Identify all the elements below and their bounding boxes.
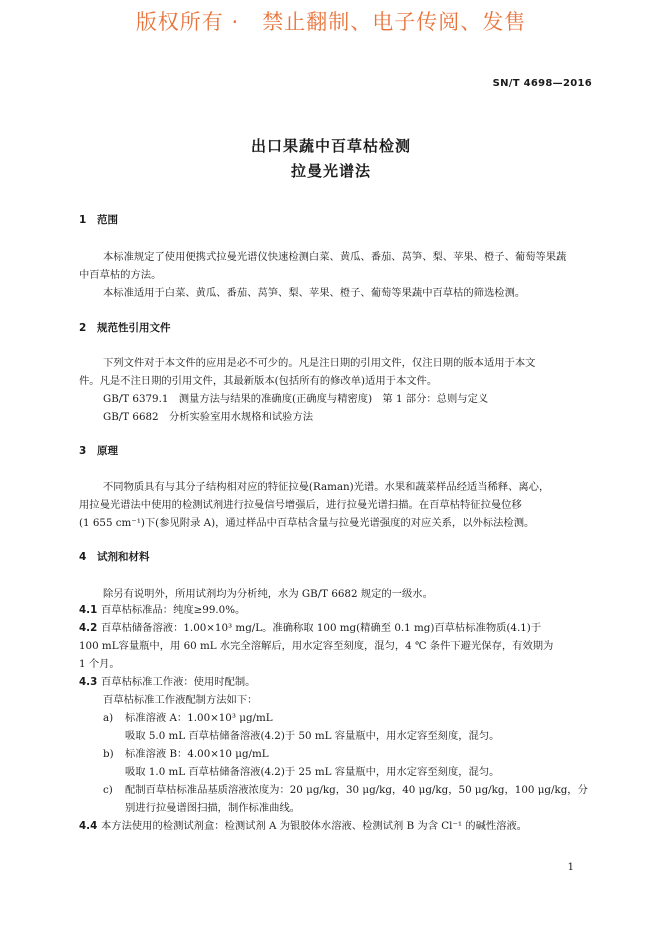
section-4-heading [79, 549, 150, 564]
section-number: 3 [79, 445, 87, 457]
s1-paragraph-line: 中百草枯的方法。 [79, 269, 162, 281]
standard-number: SN/T 4698—2016 [492, 78, 592, 89]
section-title: 规范性引用文件 [97, 322, 171, 334]
clause-number: 4.3 [79, 676, 98, 688]
s1-paragraph-line: 本标准适用于白菜、黄瓜、番茄、莴笋、梨、苹果、橙子、葡萄等果蔬中百草枯的筛选检测。 [103, 287, 526, 299]
list-marker: b) [103, 748, 114, 760]
list-text: 标准溶液 A：1.00×10³ μg/mL [125, 712, 273, 724]
section-title: 原理 [97, 445, 118, 457]
s3-paragraph-line: (1 655 cm⁻¹)下(参见附录 A)，通过样品中百草枯含量与拉曼光谱强度的对应关系，以外标法检测。 [79, 517, 535, 529]
s2-paragraph-line: 下列文件对于本文件的应用是必不可少的。凡是注日期的引用文件，仅注日期的版本适用于本文 [103, 357, 536, 369]
s4-intro: 除另有说明外，所用试剂均为分析纯，水为 GB/T 6682 规定的一级水。 [103, 588, 433, 600]
section-number: 4 [79, 551, 87, 563]
clause-number: 4.2 [79, 622, 98, 634]
list-text: 标准溶液 B：4.00×10 μg/mL [125, 748, 269, 760]
document-title-line1: 出口果蔬中百草枯检测 [250, 137, 411, 155]
s2-paragraph-line: 件。凡是不注日期的引用文件，其最新版本(包括所有的修改单)适用于本文件。 [79, 375, 438, 387]
list-marker: a) [103, 712, 114, 724]
clause-number: 4.1 [79, 604, 98, 616]
clause-text: 百草枯储备溶液：1.00×10³ mg/L。准确称取 100 mg(精确至 0.1 mg)百草枯标准物质(4.1)于 [101, 622, 542, 634]
normative-reference: GB/T 6379.1 测量方法与结果的准确度(正确度与精密度) 第 1 部分：总则与定义 [103, 393, 489, 405]
list-marker: c) [103, 784, 113, 796]
section-2-heading [79, 320, 171, 335]
clause-4-3 [79, 673, 255, 688]
list-item-c-detail: 别进行拉曼谱图扫描，制作标准曲线。 [125, 802, 301, 814]
clause-4-2-line: 100 mL容量瓶中，用 60 mL 水完全溶解后，用水定容至刻度，混匀，4 ℃ 条件下避光保存，有效期为 [79, 640, 554, 652]
section-number: 1 [79, 214, 87, 226]
clause-4-4 [79, 817, 527, 832]
clause-4-2 [79, 619, 541, 634]
clause-text: 百草枯标准品：纯度≥99.0%。 [101, 604, 246, 616]
clause-text: 百草枯标准工作液：使用时配制。 [101, 676, 256, 688]
clause-number: 4.4 [79, 820, 98, 832]
section-1-heading [79, 212, 118, 227]
watermark-banner: 版权所有 · 禁止翻制、电子传阅、发售 [135, 10, 527, 34]
clause-4-2-line: 1 个月。 [79, 658, 120, 670]
normative-reference: GB/T 6682 分析实验室用水规格和试验方法 [103, 411, 314, 423]
s3-paragraph-line: 用拉曼光谱法中使用的检测试剂进行拉曼信号增强后，进行拉曼光谱扫描。在百草枯特征拉曼位移 [79, 499, 522, 511]
page-number: 1 [567, 862, 574, 873]
section-title: 试剂和材料 [97, 551, 150, 563]
section-3-heading [79, 443, 118, 458]
list-text: 配制百草枯标准品基质溶液浓度为：20 μg/kg，30 μg/kg，40 μg/kg，50 μg/kg，100 μg/kg，分 [125, 784, 588, 796]
s3-paragraph-line: 不同物质具有与其分子结构相对应的特征拉曼(Raman)光谱。水果和蔬菜样品经适当稀释、离心， [103, 481, 550, 493]
document-title-line2: 拉曼光谱法 [290, 162, 371, 180]
list-item-b [103, 745, 269, 760]
list-item-c [103, 781, 588, 796]
clause-4-1 [79, 601, 245, 616]
list-item-a-detail: 吸取 5.0 mL 百草枯储备溶液(4.2)于 50 mL 容量瓶中，用水定容至刻度，混匀。 [125, 730, 500, 742]
s1-paragraph-line: 本标准规定了使用便携式拉曼光谱仪快速检测白菜、黄瓜、番茄、莴笋、梨、苹果、橙子、葡萄等果蔬 [103, 251, 567, 263]
clause-4-3-intro: 百草枯标准工作液配制方法如下： [103, 694, 258, 706]
list-item-b-detail: 吸取 1.0 mL 百草枯储备溶液(4.2)于 25 mL 容量瓶中，用水定容至刻度，混匀。 [125, 766, 500, 778]
list-item-a [103, 709, 273, 724]
clause-text: 本方法使用的检测试剂盒：检测试剂 A 为银胶体水溶液、检测试剂 B 为含 Cl⁻¹ 的碱性溶液。 [101, 820, 528, 832]
section-title: 范围 [97, 214, 118, 226]
section-number: 2 [79, 322, 87, 334]
